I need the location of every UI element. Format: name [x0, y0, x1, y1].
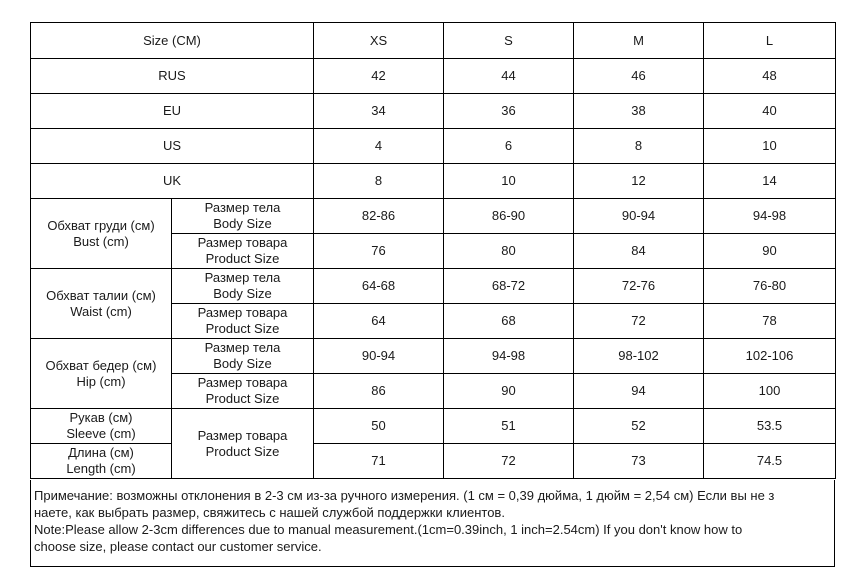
- label-en: Length (cm): [66, 461, 136, 476]
- table-cell: 36: [444, 94, 574, 129]
- body-size-label: [172, 199, 314, 234]
- table-cell: 90-94: [314, 339, 444, 374]
- label-ru: Рукав (см): [69, 410, 133, 425]
- table-cell: 84: [574, 234, 704, 269]
- row-label: EU: [31, 94, 314, 129]
- header-row: [31, 23, 836, 59]
- label-ru: Обхват бедер (см): [45, 357, 157, 373]
- table-cell: 10: [444, 164, 574, 199]
- table-cell: 94-98: [704, 199, 836, 234]
- note-en-line-2: choose size, please contact our customer service.: [34, 539, 322, 554]
- table-cell: 51: [444, 409, 574, 444]
- table-cell: 78: [704, 304, 836, 339]
- table-cell: 38: [574, 94, 704, 129]
- row-label: RUS: [31, 59, 314, 94]
- body-size-label: [172, 269, 314, 304]
- label-en: Product Size: [205, 321, 280, 336]
- table-cell: 90: [444, 374, 574, 409]
- label-en: Product Size: [205, 443, 280, 459]
- table-cell: 48: [704, 59, 836, 94]
- table-cell: 94-98: [444, 339, 574, 374]
- table-cell: 52: [574, 409, 704, 444]
- table-cell: 102-106: [704, 339, 836, 374]
- size-header-l: L: [704, 23, 836, 59]
- product-size-label: [172, 304, 314, 339]
- label-en: Body Size: [213, 356, 272, 371]
- label-ru: Размер тела: [204, 200, 281, 215]
- table-cell: 100: [704, 374, 836, 409]
- table-cell: 76-80: [704, 269, 836, 304]
- table-row-sleeve: [31, 409, 836, 444]
- body-size-label: [172, 339, 314, 374]
- label-ru: Размер тела: [204, 340, 281, 355]
- table-cell: 42: [314, 59, 444, 94]
- product-size-label: [172, 409, 314, 479]
- label-ru: Размер товара: [197, 305, 288, 320]
- table-cell: 94: [574, 374, 704, 409]
- table-cell: 40: [704, 94, 836, 129]
- label-en: Hip (cm): [76, 373, 126, 389]
- label-ru: Размер товара: [197, 375, 288, 390]
- row-label: US: [31, 129, 314, 164]
- label-en: Product Size: [205, 391, 280, 406]
- table-row-hip-body: [31, 339, 836, 374]
- table-cell: 86-90: [444, 199, 574, 234]
- table-cell: 8: [314, 164, 444, 199]
- table-cell: 12: [574, 164, 704, 199]
- note-ru-line-2: наете, как выбрать размер, свяжитесь с нашей службой поддержки клиентов.: [34, 505, 505, 520]
- size-header-s: S: [444, 23, 574, 59]
- measure-label-bust: [31, 199, 172, 269]
- table-cell: 73: [574, 444, 704, 479]
- table-cell: 82-86: [314, 199, 444, 234]
- label-en: Waist (cm): [70, 303, 132, 319]
- table-cell: 80: [444, 234, 574, 269]
- product-size-label: [172, 374, 314, 409]
- measure-label-hip: [31, 339, 172, 409]
- note-en-line-1: Note:Please allow 2-3cm differences due to manual measurement.(1cm=0.39inch, 1 inch=2.54cm) If you don't know how to: [34, 522, 743, 537]
- table-row-rus: [31, 59, 836, 94]
- label-en: Body Size: [213, 286, 272, 301]
- table-cell: 72-76: [574, 269, 704, 304]
- table-cell: 98-102: [574, 339, 704, 374]
- measure-label-sleeve: [31, 409, 172, 444]
- table-cell: 64: [314, 304, 444, 339]
- table-cell: 68: [444, 304, 574, 339]
- table-row-waist-body: [31, 269, 836, 304]
- table-cell: 44: [444, 59, 574, 94]
- size-header-label: Size (CM): [31, 23, 314, 59]
- table-cell: 50: [314, 409, 444, 444]
- note-ru-line-1: Примечание: возможны отклонения в 2-3 см из-за ручного измерения. (1 см = 0,39 дюйма, 1 дюйм = 2,54 см) Если вы не з: [34, 488, 775, 503]
- row-label: UK: [31, 164, 314, 199]
- table-row-bust-body: [31, 199, 836, 234]
- table-cell: 64-68: [314, 269, 444, 304]
- table-cell: 10: [704, 129, 836, 164]
- table-cell: 8: [574, 129, 704, 164]
- table-cell: 68-72: [444, 269, 574, 304]
- table-cell: 72: [574, 304, 704, 339]
- table-cell: 34: [314, 94, 444, 129]
- table-row-us: [31, 129, 836, 164]
- product-size-label: [172, 234, 314, 269]
- table-row-length: [31, 444, 836, 479]
- label-en: Product Size: [205, 251, 280, 266]
- table-cell: 72: [444, 444, 574, 479]
- table-cell: 71: [314, 444, 444, 479]
- table-cell: 46: [574, 59, 704, 94]
- table-cell: 90-94: [574, 199, 704, 234]
- table-cell: 76: [314, 234, 444, 269]
- table-cell: 4: [314, 129, 444, 164]
- size-header-m: M: [574, 23, 704, 59]
- measure-label-length: [31, 444, 172, 479]
- table-cell: 86: [314, 374, 444, 409]
- label-ru: Обхват груди (см): [47, 217, 155, 233]
- label-ru: Размер товара: [197, 235, 288, 250]
- label-ru: Обхват талии (см): [46, 287, 156, 303]
- table-cell: 14: [704, 164, 836, 199]
- measurement-note: [30, 480, 835, 567]
- table-row-eu: [31, 94, 836, 129]
- label-ru: Размер товара: [197, 427, 288, 443]
- table-row-uk: [31, 164, 836, 199]
- label-ru: Длина (см): [68, 445, 134, 460]
- label-en: Sleeve (cm): [66, 426, 136, 441]
- size-chart-table: [30, 22, 836, 479]
- table-cell: 90: [704, 234, 836, 269]
- measure-label-waist: [31, 269, 172, 339]
- table-cell: 74.5: [704, 444, 836, 479]
- size-header-xs: XS: [314, 23, 444, 59]
- table-cell: 53.5: [704, 409, 836, 444]
- label-en: Body Size: [213, 216, 272, 231]
- label-en: Bust (cm): [73, 233, 129, 249]
- label-ru: Размер тела: [204, 270, 281, 285]
- table-cell: 6: [444, 129, 574, 164]
